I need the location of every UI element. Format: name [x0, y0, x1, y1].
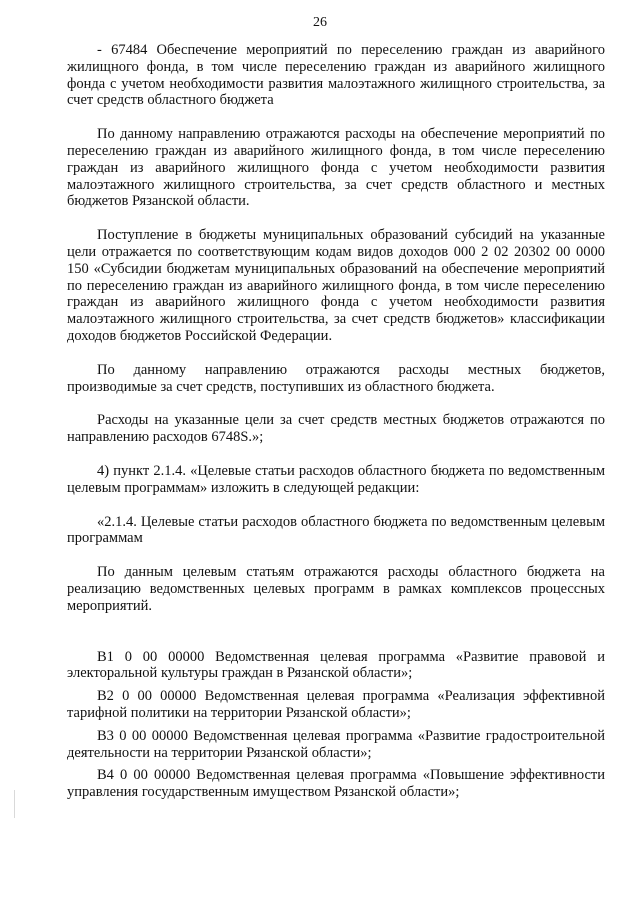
- paragraph-expenses-description: По данному направлению отражаются расходы на обеспечение мероприятий по переселению граждан из аварийного жилищного фонда, в том числе переселению граждан из аварийного жилищного фонда с учетом необходимости развития малоэтажного жилищного строительства, за счет средств областного и местных бюджетов Рязанской области.: [67, 126, 605, 210]
- paragraph-local-budgets: По данному направлению отражаются расходы местных бюджетов, производимые за счет средств, поступивших из областного бюджета.: [67, 361, 605, 395]
- paragraph-program-b4: В4 0 00 00000 Ведомственная целевая программа «Повышение эффективности управления государственным имуществом Рязанской области»;: [67, 767, 605, 801]
- document-body: [67, 42, 605, 801]
- paragraph-direction-6748s: Расходы на указанные цели за счет средств местных бюджетов отражаются по направлению расходов 6748S.»;: [67, 412, 605, 446]
- paragraph-program-b3: В3 0 00 00000 Ведомственная целевая программа «Развитие градостроительной деятельности на территории Рязанской области»;: [67, 727, 605, 761]
- paragraph-target-articles: По данным целевым статьям отражаются расходы областного бюджета на реализацию ведомственных целевых программ в рамках комплексов процессных мероприятий.: [67, 564, 605, 614]
- paragraph-item-4: 4) пункт 2.1.4. «Целевые статьи расходов областного бюджета по ведомственным целевым программам» изложить в следующей редакции:: [67, 462, 605, 496]
- paragraph-program-b2: В2 0 00 00000 Ведомственная целевая программа «Реализация эффективной тарифной политики на территории Рязанской области»;: [67, 688, 605, 721]
- paragraph-section-2-1-4: «2.1.4. Целевые статьи расходов областного бюджета по ведомственным целевым программам: [67, 513, 605, 547]
- paragraph-67484: - 67484 Обеспечение мероприятий по переселению граждан из аварийного жилищного фонда, в том числе переселению граждан из аварийного жилищного фонда с учетом необходимости развития малоэтажного жилищного строительства, за счет средств областного бюджета: [67, 42, 605, 109]
- paragraph-program-b1: В1 0 00 00000 Ведомственная целевая программа «Развитие правовой и электоральной культуры граждан в Рязанской области»;: [67, 648, 605, 682]
- page-number: 26: [313, 15, 327, 30]
- scan-margin-mark: [14, 790, 15, 818]
- paragraph-subsidies-income: Поступление в бюджеты муниципальных образований субсидий на указанные цели отражается по соответствующим кодам видов доходов 000 2 02 20302 00 0000 150 «Субсидии бюджетам муниципальных образований на обеспечение мероприятий по переселению граждан из аварийного жилищного фонда, в том числе переселению граждан из аварийного жилищного фонда с учетом необходимости развития малоэтажного жилищного строительства, за счет средств бюджетов» классификации доходов бюджетов Российской Федерации.: [67, 227, 605, 344]
